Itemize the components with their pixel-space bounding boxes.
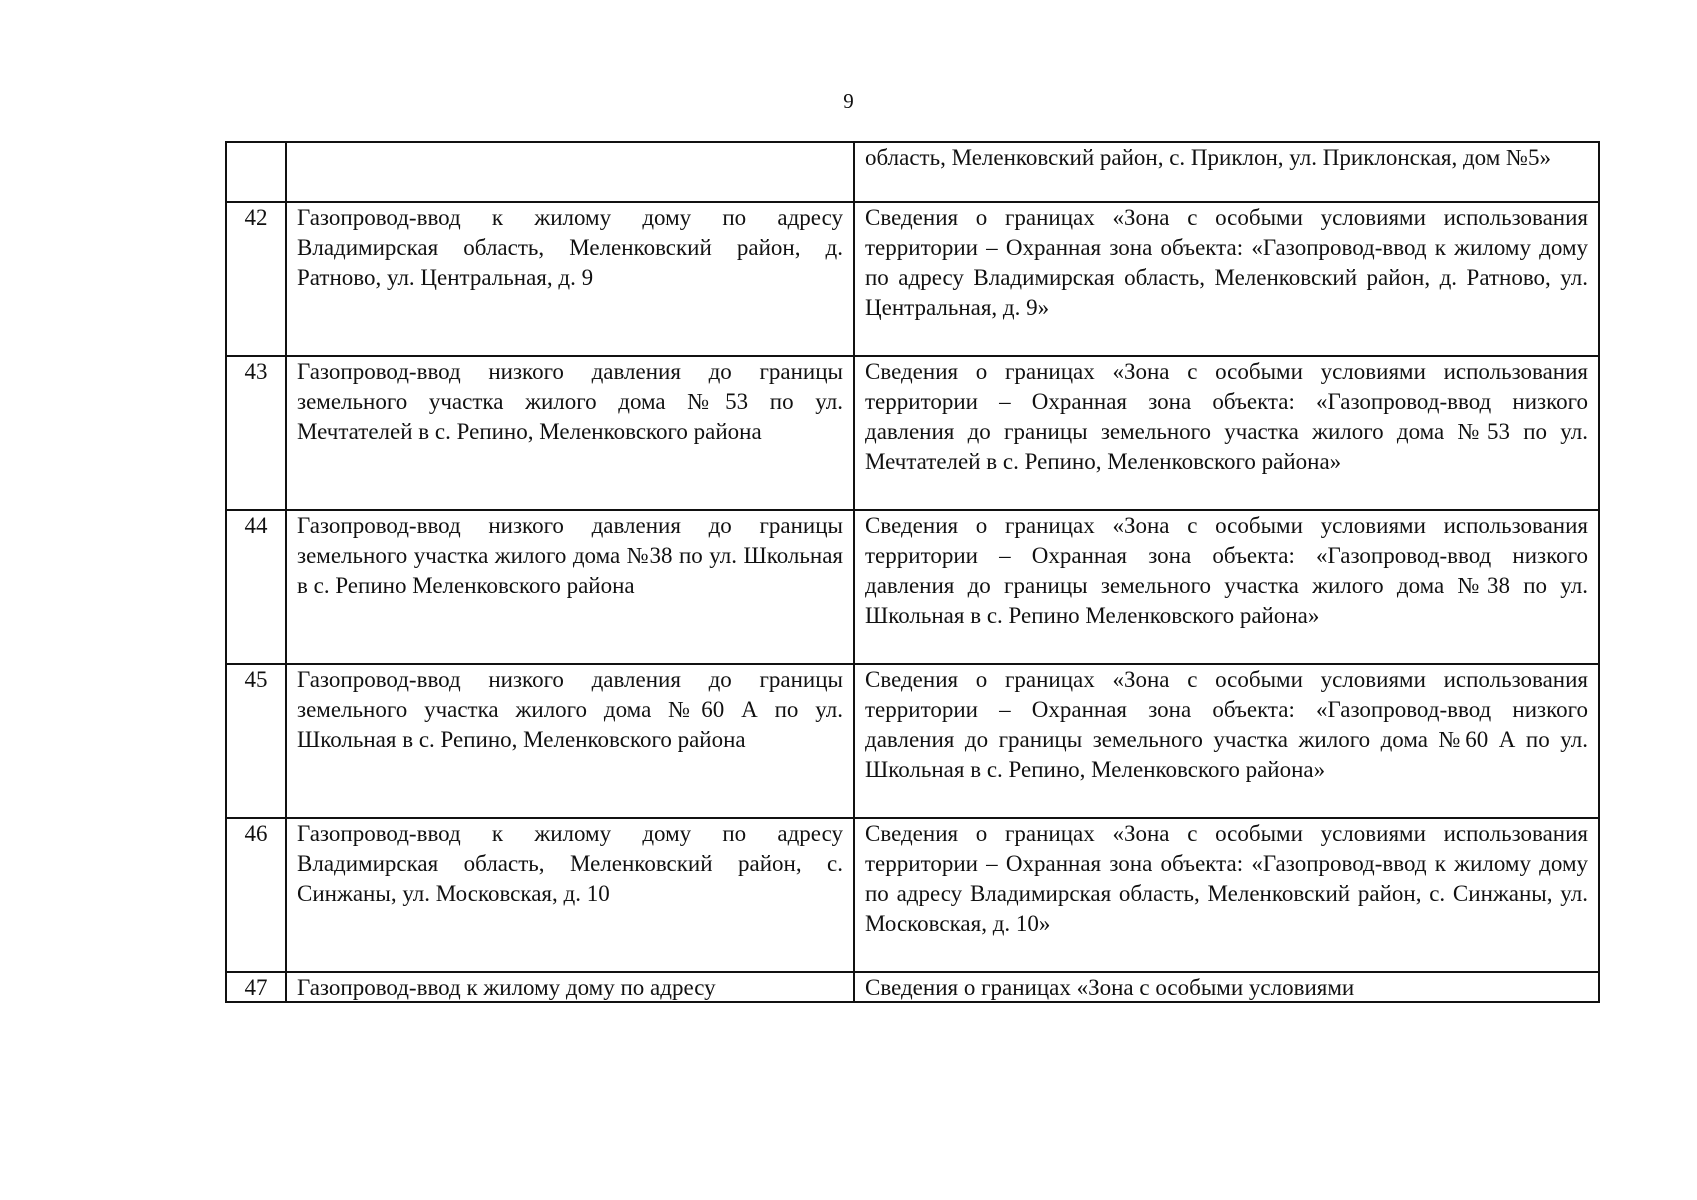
object-name: Газопровод-ввод низкого давления до границы земельного участка жилого дома №53 по ул. Мечтателей в с. Репино, Меленковского района xyxy=(286,356,854,510)
table-row xyxy=(226,510,1599,664)
table-row xyxy=(226,972,1599,1002)
zone-info-cell xyxy=(854,972,1599,1002)
zone-info: Сведения о границах «Зона с особыми условиями использования территории – Охранная зона объекта: «Газопровод-ввод низкого давления до границы земельного участка жилого дома №38 по ул. Школьная в с. Репино Меленковского района» xyxy=(854,510,1599,664)
row-number xyxy=(226,142,286,202)
object-name: Газопровод-ввод низкого давления до границы земельного участка жилого дома №38 по ул. Школьная в с. Репино Меленковского района xyxy=(286,510,854,664)
object-name-cell xyxy=(286,972,854,1002)
table-row xyxy=(226,356,1599,510)
zone-info: Сведения о границах «Зона с особыми условиями использования территории – Охранная зона объекта: «Газопровод-ввод к жилому дому по адресу Владимирская область, Меленковский район, с. Синжаны, ул. Московская, д. 10» xyxy=(854,818,1599,972)
row-number: 44 xyxy=(226,510,286,664)
object-name: Газопровод-ввод к жилому дому по адресу Владимирская область, Меленковский район, с. Синжаны, ул. Московская, д. 10 xyxy=(286,818,854,972)
row-number: 47 xyxy=(244,975,268,1000)
zone-info: Сведения о границах «Зона с особыми условиями использования территории – Охранная зона объекта: «Газопровод-ввод низкого давления до границы земельного участка жилого дома №53 по ул. Мечтателей в с. Репино, Меленковского района» xyxy=(854,356,1599,510)
object-name: Газопровод-ввод низкого давления до границы земельного участка жилого дома №60 А по ул. Школьная в с. Репино, Меленковского района xyxy=(286,664,854,818)
row-number: 46 xyxy=(226,818,286,972)
row-number: 43 xyxy=(226,356,286,510)
row-number-cell xyxy=(226,972,286,1002)
row-number: 42 xyxy=(226,202,286,356)
table-row xyxy=(226,818,1599,972)
table-row xyxy=(226,142,1599,202)
zone-info: Сведения о границах «Зона с особыми условиями использования территории – Охранная зона объекта: «Газопровод-ввод низкого давления до границы земельного участка жилого дома №60 А по ул. Школьная в с. Репино, Меленковского района» xyxy=(854,664,1599,818)
table-row xyxy=(226,202,1599,356)
zone-info: область, Меленковский район, с. Приклон, ул. Приклонская, дом №5» xyxy=(854,142,1599,202)
object-name: Газопровод-ввод к жилому дому по адресу xyxy=(297,975,716,1000)
object-name xyxy=(286,142,854,202)
table-row xyxy=(226,664,1599,818)
zone-info: Сведения о границах «Зона с особыми условиями использования территории – Охранная зона объекта: «Газопровод-ввод к жилому дому по адресу Владимирская область, Меленковский район, д. Ратново, ул. Центральная, д. 9» xyxy=(854,202,1599,356)
page-number: 9 xyxy=(843,89,854,113)
row-number: 45 xyxy=(226,664,286,818)
object-name: Газопровод-ввод к жилому дому по адресу Владимирская область, Меленковский район, д. Ратново, ул. Центральная, д. 9 xyxy=(286,202,854,356)
zones-table xyxy=(225,141,1600,1003)
zone-info: Сведения о границах «Зона с особыми условиями xyxy=(865,975,1355,1000)
